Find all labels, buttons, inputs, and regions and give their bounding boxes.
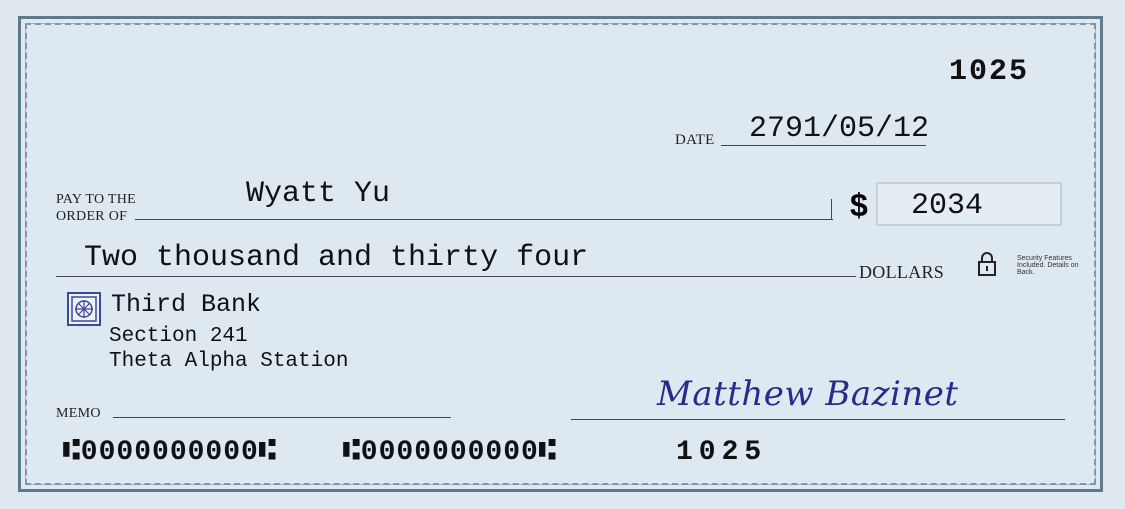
pay-to-label <box>56 191 136 225</box>
pay-to-label-line1: PAY TO THE <box>56 192 137 207</box>
bank-address-line2: Theta Alpha Station <box>109 350 349 373</box>
payee-name: Wyatt Yu <box>246 177 391 211</box>
payee-line-end <box>831 199 832 219</box>
signature-line <box>571 419 1065 420</box>
signature: Matthew Bazinet <box>657 374 959 414</box>
amount-words-line <box>56 276 856 277</box>
date-value: 2791/05/12 <box>749 112 930 146</box>
amount-value: 2034 <box>911 189 984 223</box>
memo-line <box>113 417 451 418</box>
micr-account: ⑆0000000000⑆ <box>343 437 557 468</box>
micr-routing: ⑆0000000000⑆ <box>63 437 277 468</box>
payee-line <box>135 219 833 220</box>
bank-address-line1: Section 241 <box>109 325 248 348</box>
lock-icon <box>976 251 998 277</box>
dollars-label: DOLLARS <box>859 262 945 282</box>
bank-check <box>18 16 1103 492</box>
security-note: Security Features Included. Details on Back. <box>1017 255 1079 276</box>
bank-name: Third Bank <box>111 290 262 319</box>
memo-label: MEMO <box>56 406 101 421</box>
micr-check-number: 1025 <box>676 437 768 468</box>
date-label: DATE <box>675 132 715 148</box>
check-number: 1025 <box>949 55 1030 89</box>
amount-in-words: Two thousand and thirty four <box>84 241 589 275</box>
bank-logo-icon <box>67 292 101 326</box>
dollar-sign: $ <box>850 187 868 223</box>
pay-to-label-line2: ORDER OF <box>56 209 128 224</box>
